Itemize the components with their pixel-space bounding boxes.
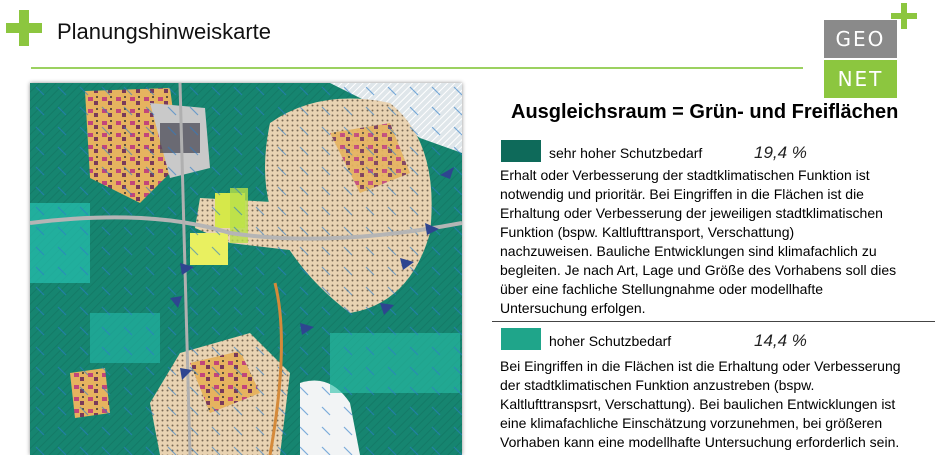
description-line: nachzuweisen. Bauliche Entwicklungen sind klimafachlich zu	[500, 243, 877, 259]
title-divider	[31, 67, 803, 69]
description-line: Erhalt oder Verbesserung der stadtklimatischen Funktion ist	[500, 167, 870, 183]
logo-text-bottom: NET	[837, 67, 884, 91]
climate-map	[30, 83, 462, 455]
description-line: eine klimafachliche Einschätzung vorzunehmen, bei größeren	[500, 415, 883, 431]
legend-label-high: hoher Schutzbedarf	[549, 333, 672, 349]
description-line: Kaltlufttranspsrt, Verschattung). Bei baulichen Entwicklungen ist	[500, 396, 896, 412]
legend-swatch-high	[501, 328, 541, 350]
description-line: Untersuchung erfolgen.	[500, 300, 646, 316]
geonet-logo	[824, 20, 897, 98]
panel-heading: Ausgleichsraum = Grün- und Freiflächen	[511, 101, 899, 123]
description-line: Erhaltung oder Verbesserung der jeweiligen stadtklimatischen	[500, 205, 883, 221]
description-line: notwendig und prioritär. Bei Eingriffen in die Flächen ist die	[500, 186, 864, 202]
plus-icon	[6, 10, 42, 46]
legend-label-very-high: sehr hoher Schutzbedarf	[549, 145, 703, 161]
description-high	[500, 357, 901, 452]
legend-percent-high: 14,4 %	[754, 331, 807, 350]
logo-plus-icon	[891, 3, 917, 29]
section-divider	[492, 321, 935, 322]
description-line: der stadtklimatischen Funktion anzustreben (bspw.	[500, 377, 815, 393]
description-line: begleiten. Je nach Art, Lage und Größe des Vorhabens soll dies	[500, 262, 897, 278]
description-line: Funktion (bspw. Kaltlufttransport, Verschattung)	[500, 224, 795, 240]
description-line: Bei Eingriffen in die Flächen ist die Erhaltung oder Verbesserung	[500, 358, 901, 374]
description-very-high	[500, 166, 896, 318]
page-title: Planungshinweiskarte	[57, 19, 272, 44]
legend-percent-very-high: 19,4 %	[754, 143, 807, 162]
logo-text-top: GEO	[835, 27, 886, 51]
description-line: Vorhaben kann eine modellhafte Untersuchung erforderlich sein.	[500, 434, 900, 450]
legend-swatch-very-high	[501, 140, 541, 162]
description-line: über eine fachliche Stellungnahme oder modellhafte	[500, 281, 823, 297]
